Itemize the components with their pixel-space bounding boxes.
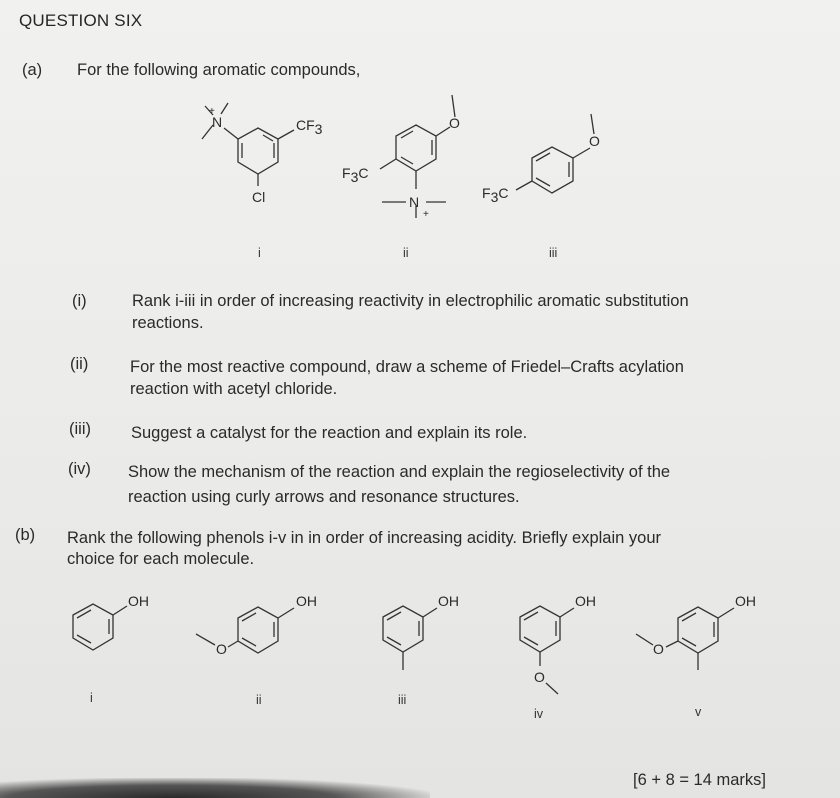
question-title: QUESTION SIX (19, 11, 143, 30)
phenol-v-structure (630, 590, 770, 680)
compound-i-structure (180, 90, 350, 215)
cmpd-iii-f3c-c: C (498, 185, 509, 201)
phenol-ii-numeral: ii (256, 693, 262, 707)
question-iii-label: (iii) (69, 420, 91, 438)
question-i-line2: reactions. (132, 314, 204, 332)
compound-iii-structure (480, 110, 610, 210)
cmpd-ii-f3c-f: F (342, 165, 351, 181)
question-iii-line1: Suggest a catalyst for the reaction and explain its role. (131, 424, 528, 442)
part-a-intro: For the following aromatic compounds, (77, 61, 361, 79)
cmpd-iii-o: O (589, 133, 600, 149)
cmpd-i-cf3 (296, 117, 323, 137)
compound-ii-structure (330, 85, 480, 225)
phenol-i-oh: OH (128, 593, 149, 609)
phenol-ii-o: O (216, 641, 227, 657)
cmpd-ii-f3c-sub: 3 (350, 169, 359, 185)
phenol-i-structure (65, 590, 165, 660)
cmpd-i-n-charge: + (209, 106, 215, 117)
cmpd-iii-f3c (482, 185, 508, 205)
cmpd-iii-f3c-f: F (482, 185, 491, 201)
part-b-label: (b) (15, 526, 36, 544)
compound-i-numeral: i (258, 246, 261, 260)
cmpd-i-cl: Cl (252, 189, 266, 205)
question-ii-line1: For the most reactive compound, draw a scheme of Friedel–Crafts acylation (130, 358, 684, 376)
phenol-v-oh: OH (735, 593, 756, 609)
phenol-iv-oh: OH (575, 593, 596, 609)
cmpd-ii-f3c (342, 165, 368, 185)
cmpd-ii-n-atom: N (409, 194, 420, 210)
phenol-v-o: O (653, 641, 664, 657)
cmpd-ii-f3c-c: C (358, 165, 369, 181)
question-iv-label: (iv) (68, 460, 91, 478)
cmpd-i-cf3-sub: 3 (314, 121, 323, 137)
marks-total: [6 + 8 = 14 marks] (633, 771, 766, 789)
cmpd-iii-f3c-sub: 3 (490, 189, 499, 205)
part-b-line1: Rank the following phenols i-v in in order of increasing acidity. Briefly explain your (67, 529, 661, 547)
phenol-ii-structure (190, 590, 330, 665)
cmpd-ii-n-charge: + (423, 209, 429, 220)
phenol-iv-numeral: iv (534, 707, 544, 721)
cmpd-ii-o: O (449, 115, 460, 131)
phenol-v-numeral: v (695, 705, 702, 719)
phenol-iv-structure (512, 590, 622, 700)
part-b-line2: choice for each molecule. (67, 550, 255, 568)
compound-ii-numeral: ii (403, 246, 409, 260)
question-iv-line1: Show the mechanism of the reaction and explain the regioselectivity of the (128, 463, 671, 481)
compound-iii-numeral: iii (549, 246, 558, 260)
question-ii-label: (ii) (70, 355, 89, 373)
question-i-label: (i) (72, 292, 87, 310)
phenol-iii-structure (375, 590, 485, 675)
phenol-iii-numeral: iii (398, 693, 407, 707)
phenol-iii-oh: OH (438, 593, 459, 609)
question-iv-line2: reaction using curly arrows and resonance structures. (128, 488, 520, 506)
cmpd-i-n-atom: N (212, 114, 223, 130)
page-edge-shadow (0, 778, 430, 798)
phenol-ii-oh: OH (296, 593, 317, 609)
question-i-line1: Rank i-iii in order of increasing reactivity in electrophilic aromatic substitution (132, 292, 689, 310)
phenol-i-numeral: i (90, 691, 93, 705)
cmpd-i-cf3-main: CF (296, 117, 315, 133)
part-a-label: (a) (22, 61, 43, 79)
phenol-iv-o: O (534, 669, 545, 685)
question-ii-line2: reaction with acetyl chloride. (130, 380, 338, 398)
